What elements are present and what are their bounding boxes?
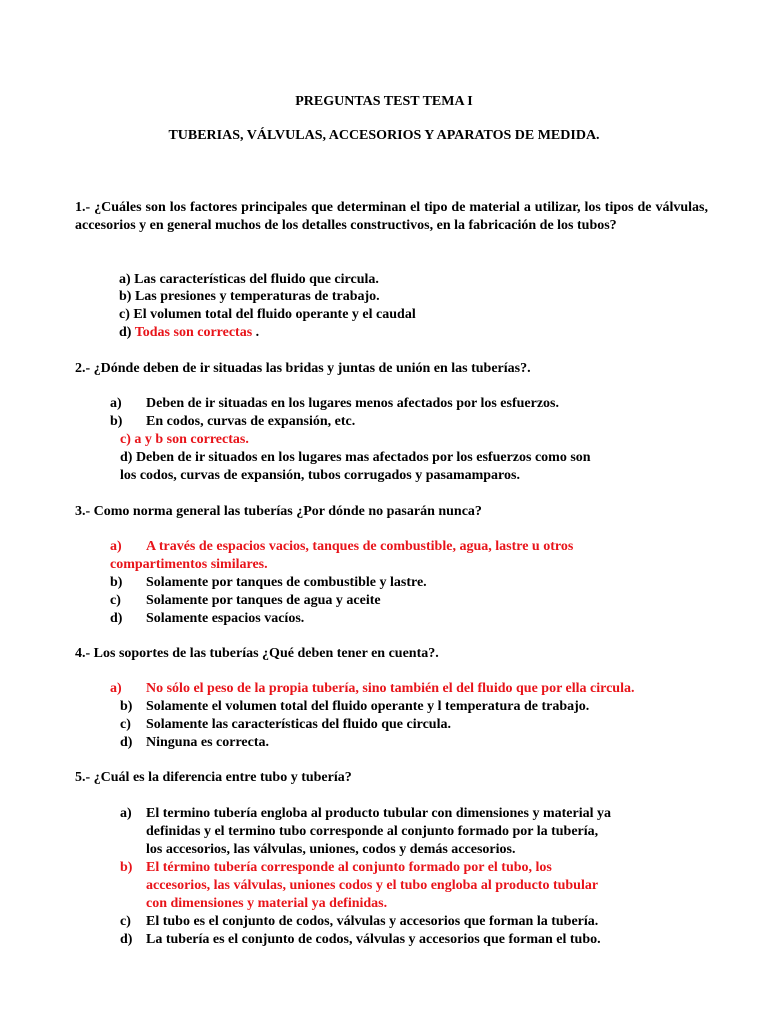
q3-option-b: Solamente por tanques de combustible y lastre. bbox=[146, 575, 427, 590]
q5-option-b-line2: accesorios, las válvulas, uniones codos y el tubo engloba al producto tubular bbox=[146, 878, 599, 893]
q2-option-b-label: b) bbox=[110, 414, 123, 429]
q4-option-b: Solamente el volumen total del fluido operante y l temperatura de trabajo. bbox=[146, 699, 590, 714]
q5-option-a-line1: El termino tubería engloba al producto tubular con dimensiones y material ya bbox=[146, 806, 611, 821]
q4-option-a: No sólo el peso de la propia tubería, sino también el del fluido que por ella circula. bbox=[146, 681, 635, 696]
q3-option-a-label: a) bbox=[110, 539, 122, 554]
q4-option-c-label: c) bbox=[120, 717, 131, 732]
q4-option-d-label: d) bbox=[120, 735, 133, 750]
q4-option-a-label: a) bbox=[110, 681, 122, 696]
q3-option-c-label: c) bbox=[110, 593, 121, 608]
document-subtitle: TUBERIAS, VÁLVULAS, ACCESORIOS Y APARATOS DE MEDIDA. bbox=[168, 128, 600, 143]
q5-option-c-label: c) bbox=[120, 914, 131, 929]
document-title: PREGUNTAS TEST TEMA I bbox=[295, 94, 473, 109]
q3-option-d: Solamente espacios vacíos. bbox=[146, 611, 305, 626]
q2-option-d-line1: d) Deben de ir situados en los lugares mas afectados por los esfuerzos como son bbox=[120, 450, 591, 465]
q1-option-c: c) El volumen total del fluido operante y el caudal bbox=[119, 307, 416, 322]
q5-option-b-label: b) bbox=[120, 860, 133, 875]
question-4: 4.- Los soportes de las tuberías ¿Qué deben tener en cuenta?. bbox=[75, 646, 439, 661]
q4-option-d: Ninguna es correcta. bbox=[146, 735, 269, 750]
q2-option-c: c) a y b son correctas. bbox=[120, 432, 249, 447]
question-1: 1.- ¿Cuáles son los factores principales que determinan el tipo de material a utilizar, los tipos de válvulas, accesorios y en general muchos de los detalles constructivos, en la fabricación de los tubos? bbox=[75, 200, 708, 233]
q5-option-b-line3: con dimensiones y material ya definidas. bbox=[146, 896, 388, 911]
q1-option-d bbox=[119, 324, 259, 342]
question-5: 5.- ¿Cuál es la diferencia entre tubo y tubería? bbox=[75, 770, 352, 785]
q5-option-b-line1: El término tubería corresponde al conjunto formado por el tubo, los bbox=[146, 860, 552, 875]
q2-option-d-line2: los codos, curvas de expansión, tubos corrugados y pasamamparos. bbox=[120, 468, 520, 483]
q5-option-c: El tubo es el conjunto de codos, válvulas y accesorios que forman la tubería. bbox=[146, 914, 599, 929]
q1-option-a: a) Las características del fluido que circula. bbox=[119, 272, 379, 287]
q4-option-c: Solamente las características del fluido que circula. bbox=[146, 717, 451, 732]
q3-option-c: Solamente por tanques de agua y aceite bbox=[146, 593, 381, 608]
q3-option-a-line2: compartimentos similares. bbox=[110, 557, 268, 572]
q5-option-a-line2: definidas y el termino tubo corresponde al conjunto formado por la tubería, bbox=[146, 824, 599, 839]
question-3: 3.- Como norma general las tuberías ¿Por dónde no pasarán nunca? bbox=[75, 504, 482, 519]
q5-option-a-label: a) bbox=[120, 806, 132, 821]
q2-option-b: En codos, curvas de expansión, etc. bbox=[146, 414, 356, 429]
question-2: 2.- ¿Dónde deben de ir situadas las bridas y juntas de unión en las tuberías?. bbox=[75, 361, 531, 376]
q1-option-b: b) Las presiones y temperaturas de trabajo. bbox=[119, 289, 380, 304]
q3-option-a-line1: A través de espacios vacios, tanques de combustible, agua, lastre u otros bbox=[146, 539, 574, 554]
q5-option-d: La tubería es el conjunto de codos, válvulas y accesorios que forman el tubo. bbox=[146, 932, 601, 947]
q1-option-d-label: d) bbox=[119, 325, 135, 340]
q5-option-d-label: d) bbox=[120, 932, 133, 947]
q1-option-d-tail: . bbox=[252, 325, 260, 340]
q5-option-a-line3: los accesorios, las válvulas, uniones, codos y demás accesorios. bbox=[146, 842, 516, 857]
q3-option-b-label: b) bbox=[110, 575, 123, 590]
q2-option-a-label: a) bbox=[110, 396, 122, 411]
q4-option-b-label: b) bbox=[120, 699, 133, 714]
q2-option-a: Deben de ir situadas en los lugares menos afectados por los esfuerzos. bbox=[146, 396, 559, 411]
q3-option-d-label: d) bbox=[110, 611, 123, 626]
q1-option-d-answer: Todas son correctas bbox=[134, 325, 253, 340]
